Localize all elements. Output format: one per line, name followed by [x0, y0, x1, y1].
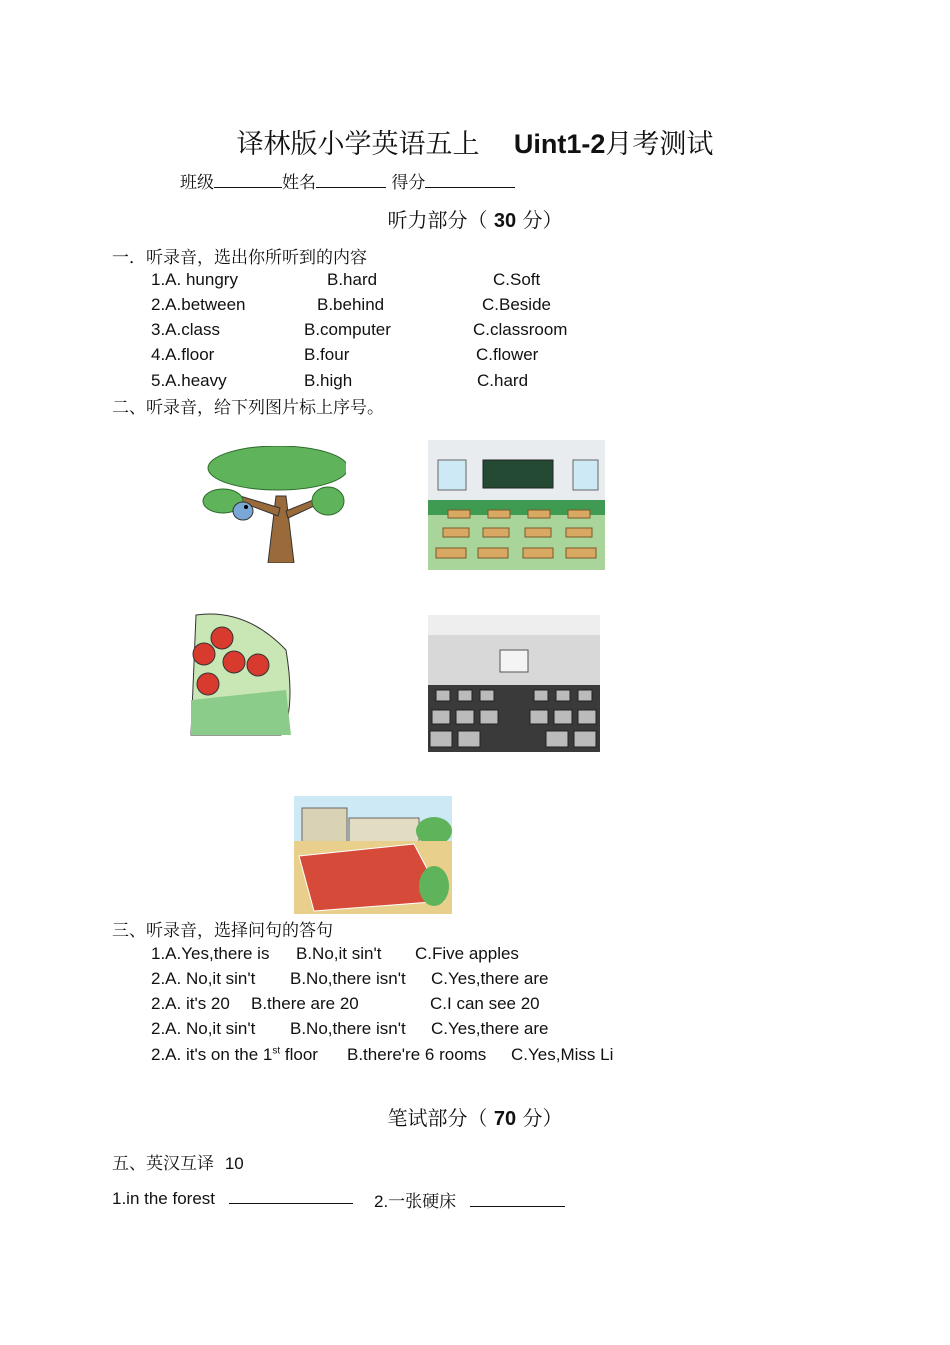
playground-picture	[294, 796, 452, 914]
q2-answer-blank[interactable]	[470, 1190, 565, 1207]
option-3-c: C.I can see 20	[430, 994, 540, 1013]
classroom-picture	[428, 440, 605, 570]
name-blank[interactable]	[316, 171, 386, 188]
option-5-c: C.hard	[477, 371, 529, 390]
option-2-b: B.behind	[317, 295, 385, 314]
option-2-b: B.No,there isn't	[290, 969, 406, 988]
s3-option-c: C.Yes,Miss Li	[511, 1045, 614, 1064]
apples-picture	[186, 610, 294, 738]
option-4-a: 4.A.floor	[151, 345, 215, 364]
option-2-a: 2.A. No,it sin't	[151, 969, 256, 988]
q1-answer-blank[interactable]	[229, 1187, 353, 1204]
writing-heading: 笔试部分（ 70 分）	[387, 1106, 563, 1130]
option-5-a: 5.A.heavy	[151, 371, 227, 390]
option-4-b: B.four	[304, 345, 350, 364]
listening-heading: 听力部分（ 30 分）	[387, 208, 563, 232]
option-4-c: C.flower	[476, 345, 539, 364]
option-5-b: B.high	[304, 371, 353, 390]
option-2-a: 2.A.between	[151, 295, 246, 314]
section5-title: 五、英汉互译 10	[112, 1154, 244, 1174]
s3-option-a: 2.A. it's on the 1st floor	[151, 1045, 318, 1064]
tree-bird-picture	[198, 446, 346, 563]
section1-title: 一．听录音，选出你所听到的内容	[112, 248, 367, 268]
s3-option-b: B.there're 6 rooms	[347, 1045, 487, 1064]
computer-room-picture	[428, 615, 600, 752]
option-3-a: 2.A. it's 20	[151, 994, 230, 1013]
translate-q1: 1.in the forest	[112, 1187, 353, 1209]
option-3-a: 3.A.class	[151, 320, 220, 339]
student-info-line: 班级 姓名 得分	[180, 168, 515, 193]
option-4-b: B.No,there isn't	[290, 1019, 406, 1038]
section2-title: 二、听录音，给下列图片标上序号。	[112, 398, 384, 418]
option-2-c: C.Yes,there are	[431, 969, 549, 988]
section3-title: 三、听录音，选择问句的答句	[112, 921, 333, 941]
option-1-a: 1.A.Yes,there is	[151, 944, 270, 963]
translate-q2: 2.一张硬床	[374, 1187, 565, 1212]
option-3-c: C.classroom	[473, 320, 568, 339]
option-1-c: C.Soft	[493, 270, 541, 289]
page-title: 译林版小学英语五上 Uint1-2月考测试	[236, 129, 714, 160]
score-blank[interactable]	[425, 171, 515, 188]
option-3-b: B.there are 20	[251, 994, 359, 1013]
option-1-c: C.Five apples	[415, 944, 519, 963]
option-4-c: C.Yes,there are	[431, 1019, 549, 1038]
option-4-a: 2.A. No,it sin't	[151, 1019, 256, 1038]
option-1-b: B.No,it sin't	[296, 944, 382, 963]
option-2-c: C.Beside	[482, 295, 551, 314]
class-blank[interactable]	[214, 171, 282, 188]
option-1-b: B.hard	[327, 270, 378, 289]
option-3-b: B.computer	[304, 320, 391, 339]
option-1-a: 1.A. hungry	[151, 270, 238, 289]
